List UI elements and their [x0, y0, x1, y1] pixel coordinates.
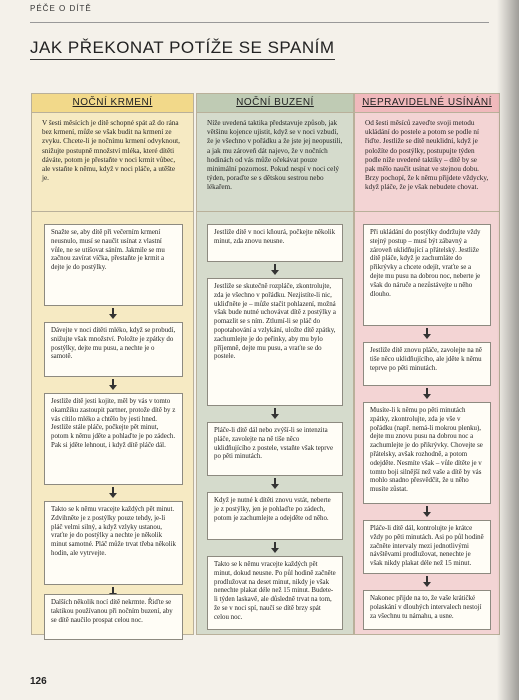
column-night-feeding [31, 93, 194, 635]
column-heading: NEPRAVIDELNÉ USÍNÁNÍ [355, 94, 499, 113]
step-box: Takto se k němu vracejte každých pět minut. Zdvihněte je z postýlky pouze tehdy, je-li pláč velmi silný, a když vzlyky ustanou, vraťte je do postýlky a nechte je několik minut samotné. Pláč může trvat třeba několik hodin, ale vytrvejte. [44, 501, 183, 585]
divider [355, 211, 499, 212]
step-box: Musíte-li k němu po pěti minutách zpátky, zkontrolujte, zda je vše v pořádku (např. nemá-li mokrou plenku), dejte mu znovu pusu na dobrou noc a zachumlejte je do přikrývky. Chovejte se přátelsky, avšak rozhodně, a potom odejděte. Nesmíte však – vůle dítěte je v tomto boji silnější než vaše a dítě by vás mohlo snadno přesvědčit, že u něho musíte zůstat. [363, 402, 491, 504]
page-title: JAK PŘEKONAT POTÍŽE SE SPANÍM [30, 38, 335, 60]
column-irregular-sleep [354, 93, 500, 635]
divider [197, 211, 353, 212]
step-box: Takto se k němu vracejte každých pět minut, dokud neusne. Po půl hodině začněte prodlužovat na deset minut, nikdy je však nenechte plakat déle než 15 minut. Budete-li týden laskavě, ale důsledně trvat na tom, že se v noci spí, naučí se dítě brzy spát celou noc. [207, 556, 343, 630]
header-rule [30, 22, 489, 23]
page-gutter-shadow [497, 0, 519, 700]
step-box: Snažte se, aby dítě při večerním krmení neusnulo, musí se naučit usínat z vlastní vůle, ne se utišovat sáním. Jakmile se mu začnou zavírat víčka, přestaňte je krmit a dejte je do postýlky. [44, 224, 183, 306]
divider [32, 211, 193, 212]
step-box: Dalších několik nocí dítě nekrmte. Řiďte se taktikou používanou při nočním buzení, aby se dítě naučilo prospat celou noc. [44, 594, 183, 640]
column-intro: Níže uvedená taktika představuje způsob, jak většinu kojence ujistit, když se v noci vzbudí, že je všechno v pořádku a že jste jej neopustili, a jak mu zároveň dát najevo, že v nočních hodinách od vás může očekávat pouze minimální pozornost. Pokud nespí v noci celý týden, poraďte se s dětskou sestrou nebo lékařem. [207, 119, 343, 192]
column-intro: V šesti měsících je dítě schopné spát až do rána bez krmení, může se však budit na krmení ze zvyku. Chcete-li je nočnímu krmení odvyknout, snižujte postupně množství mléka, které dítěti dáváte, potom je přestaňte v noci krmit vůbec, ale vstaňte k němu, když v noci pláče, a utěšte je. [42, 119, 180, 183]
column-intro: Od šesti měsíců zaveďte svoji metodu ukládání do postele a potom se podle ní řiďte. Jestliže se dítě neuklidní, když je položíte do postýlky, postupujte týden podle níže uvedené taktiky – dítě by se pak mělo naučit usínat ve stejnou dobu. Brzy pochopí, že k němu přijdete vždycky, když pláče, že je však nebudete chovat. [365, 119, 489, 192]
column-night-waking [196, 93, 354, 635]
step-box: Pláče-li dítě dál, kontrolujte je krátce vždy po pěti minutách. Asi po půl hodině začněte intervaly mezi jednotlivými návštěvami prodlužovat, nenechte je však nikdy plakat déle než 15 minut. [363, 520, 491, 574]
section-header: PÉČE O DÍTĚ [30, 4, 92, 13]
column-heading: NOČNÍ KRMENÍ [32, 94, 193, 113]
step-box: Jestliže dítě v noci kňourá, počkejte několik minut, zda znovu neusne. [207, 224, 343, 262]
page-number: 126 [30, 676, 47, 687]
step-box: Nakonec přijde na to, že vaše krátičké polaskání v dlouhých intervalech nestojí za všechnu tu námahu, a usne. [363, 590, 491, 630]
column-heading: NOČNÍ BUZENÍ [197, 94, 353, 113]
step-box: Dávejte v noci dítěti mléko, když se probudí, snižujte však množství. Položte je zpátky do postýlky, dejte mu pusu, a nechte je o samotě. [44, 322, 183, 377]
step-box: Jestliže dítě znovu pláče, zavolejte na ně tiše něco uklidňujícího, ale jděte k němu teprve po pěti minutách. [363, 342, 491, 386]
step-box: Pláče-li dítě dál nebo zvýší-li se intenzita pláče, zavolejte na ně tiše něco uklidňujícího z postele, vstaňte však teprve po pěti minutách. [207, 422, 343, 476]
step-box: Jestliže dítě jesti kojite, měl by vás v tomto okamžiku zastoupit partner, protože dítě by z vás cítilo mléko a chtělo by jesti hned. Jestliže stále pláče, počkejte pět minut, potom k němu jděte a pohlaďte je po zádech. Pak si jděte lehnout, i když dítě pláče dál. [44, 393, 183, 485]
step-box: Když je nutné k dítěti znovu vstát, neberte je z postýlky, jen je pohlaďte po zádech, potom je zachumlejte a odejděte od něho. [207, 492, 343, 540]
step-box: Při ukládání do postýlky dodržujte vždy stejný postup – musí být zábavný a zároveň uklidňující a přátelský. Jestliže dítě pláče, když je zachumláte do přikrývky a chcete odejít, vraťte se a dejte mu pusu na dobrou noc, neberte je však do náruče a nezůstávejte u něho dlouho. [363, 224, 491, 326]
step-box: Jestliže se skutečně rozpláče, zkontrolujte, zda je všechno v pořádku. Nezjistíte-li nic, ukliďněte je – může stačit pohlazení, možná však bude nutné uchovávat dítě z postýlky a pomazlit se s ním. Ztlumí-li se pláč do popotahování a vzlykání, uložte dítě zpátky, zachumlejte je do peřinky, aby mu bylo příjemně, dejte mu pusu, a vraťte se do postele. [207, 278, 343, 406]
